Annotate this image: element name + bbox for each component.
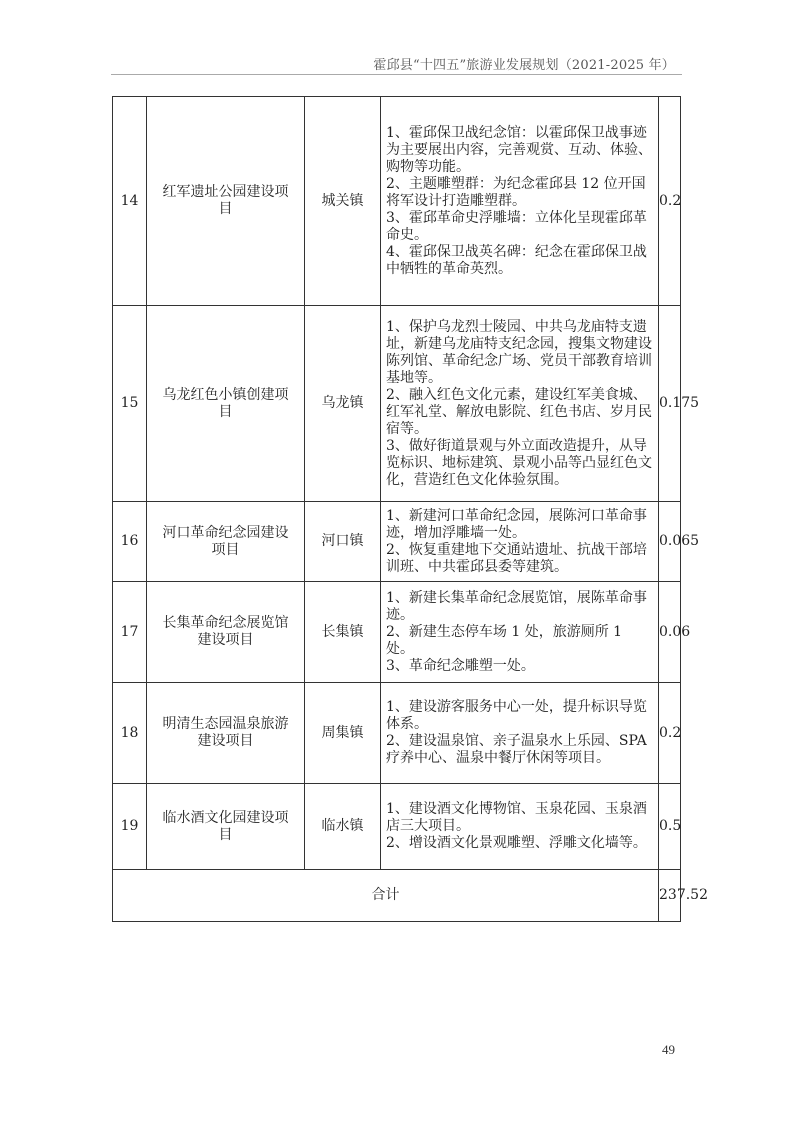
project-town: 临水镇 [305,784,381,870]
project-content [381,306,659,502]
project-town: 周集镇 [305,683,381,784]
project-town: 河口镇 [305,502,381,582]
content-item: 1、新建河口革命纪念园，展陈河口革命事迹，增加浮雕墙一处。 [386,507,647,541]
project-name: 红军遗址公园建设项目 [147,97,305,306]
table-row [113,582,681,683]
content-item: 2、新建生态停车场 1 处，旅游厕所 1 处。 [386,623,623,657]
project-investment: 0.06 [659,582,681,683]
project-content [381,683,659,784]
row-number: 17 [113,582,147,683]
project-name: 临水酒文化园建设项目 [147,784,305,870]
content-item: 2、主题雕塑群：为纪念霍邱县 12 位开国将军设计打造雕塑群。 [386,175,646,209]
total-value: 237.52 [659,870,681,922]
content-item: 2、融入红色文化元素，建设红军美食城、红军礼堂、解放电影院、红色书店、岁月民宿等。 [386,386,652,437]
header-rule [111,74,682,75]
table-row [113,784,681,870]
project-content [381,784,659,870]
row-number: 15 [113,306,147,502]
table-row [113,502,681,582]
total-label: 合计 [113,870,659,922]
project-town: 长集镇 [305,582,381,683]
project-name: 乌龙红色小镇创建项目 [147,306,305,502]
content-item: 3、做好街道景观与外立面改造提升，从导览标识、地标建筑、景观小品等凸显红色文化，营造红色文化体验氛围。 [386,437,652,488]
row-number: 18 [113,683,147,784]
running-header: 霍邱县“十四五”旅游业发展规划（2021-2025 年） [373,58,675,73]
table-row [113,306,681,502]
row-number: 19 [113,784,147,870]
content-item: 3、革命纪念雕塑一处。 [386,657,535,674]
project-name: 明清生态园温泉旅游建设项目 [147,683,305,784]
row-number: 16 [113,502,147,582]
content-item: 2、增设酒文化景观雕塑、浮雕文化墙等。 [386,835,647,851]
content-item: 2、恢复重建地下交通站遗址、抗战干部培训班、中共霍邱县委等建筑。 [386,541,647,575]
project-investment: 0.2 [659,683,681,784]
content-item: 1、新建长集革命纪念展览馆，展陈革命事迹。 [386,589,647,623]
project-investment: 0.175 [659,306,681,502]
project-content [381,582,659,683]
project-content [381,97,659,306]
table-row [113,97,681,306]
project-investment: 0.065 [659,502,681,582]
page-number: 49 [662,1042,675,1057]
project-name: 长集革命纪念展览馆建设项目 [147,582,305,683]
content-item: 3、霍邱革命史浮雕墙：立体化呈现霍邱革命史。 [386,209,647,243]
project-content [381,502,659,582]
project-investment: 0.2 [659,97,681,306]
content-item: 1、霍邱保卫战纪念馆：以霍邱保卫战事迹为主要展出内容，完善观赏、互动、体验、购物等功能。 [386,124,652,175]
total-row [113,870,681,922]
table-row [113,683,681,784]
row-number: 14 [113,97,147,306]
project-investment: 0.5 [659,784,681,870]
project-table [112,96,708,922]
content-item: 1、建设酒文化博物馆、玉泉花园、玉泉酒店三大项目。 [386,801,647,834]
project-name: 河口革命纪念园建设项目 [147,502,305,582]
content-item: 2、建设温泉馆、亲子温泉水上乐园、SPA 疗养中心、温泉中餐厅休闲等项目。 [386,733,647,766]
content-item: 4、霍邱保卫战英名碑：纪念在霍邱保卫战中牺牲的革命英烈。 [386,243,647,277]
project-town: 城关镇 [305,97,381,306]
content-item: 1、保护乌龙烈士陵园、中共乌龙庙特支遗址，新建乌龙庙特支纪念园，搜集文物建设陈列馆、革命纪念广场、党员干部教育培训基地等。 [386,318,652,386]
project-town: 乌龙镇 [305,306,381,502]
content-item: 1、建设游客服务中心一处，提升标识导览体系。 [386,699,647,732]
